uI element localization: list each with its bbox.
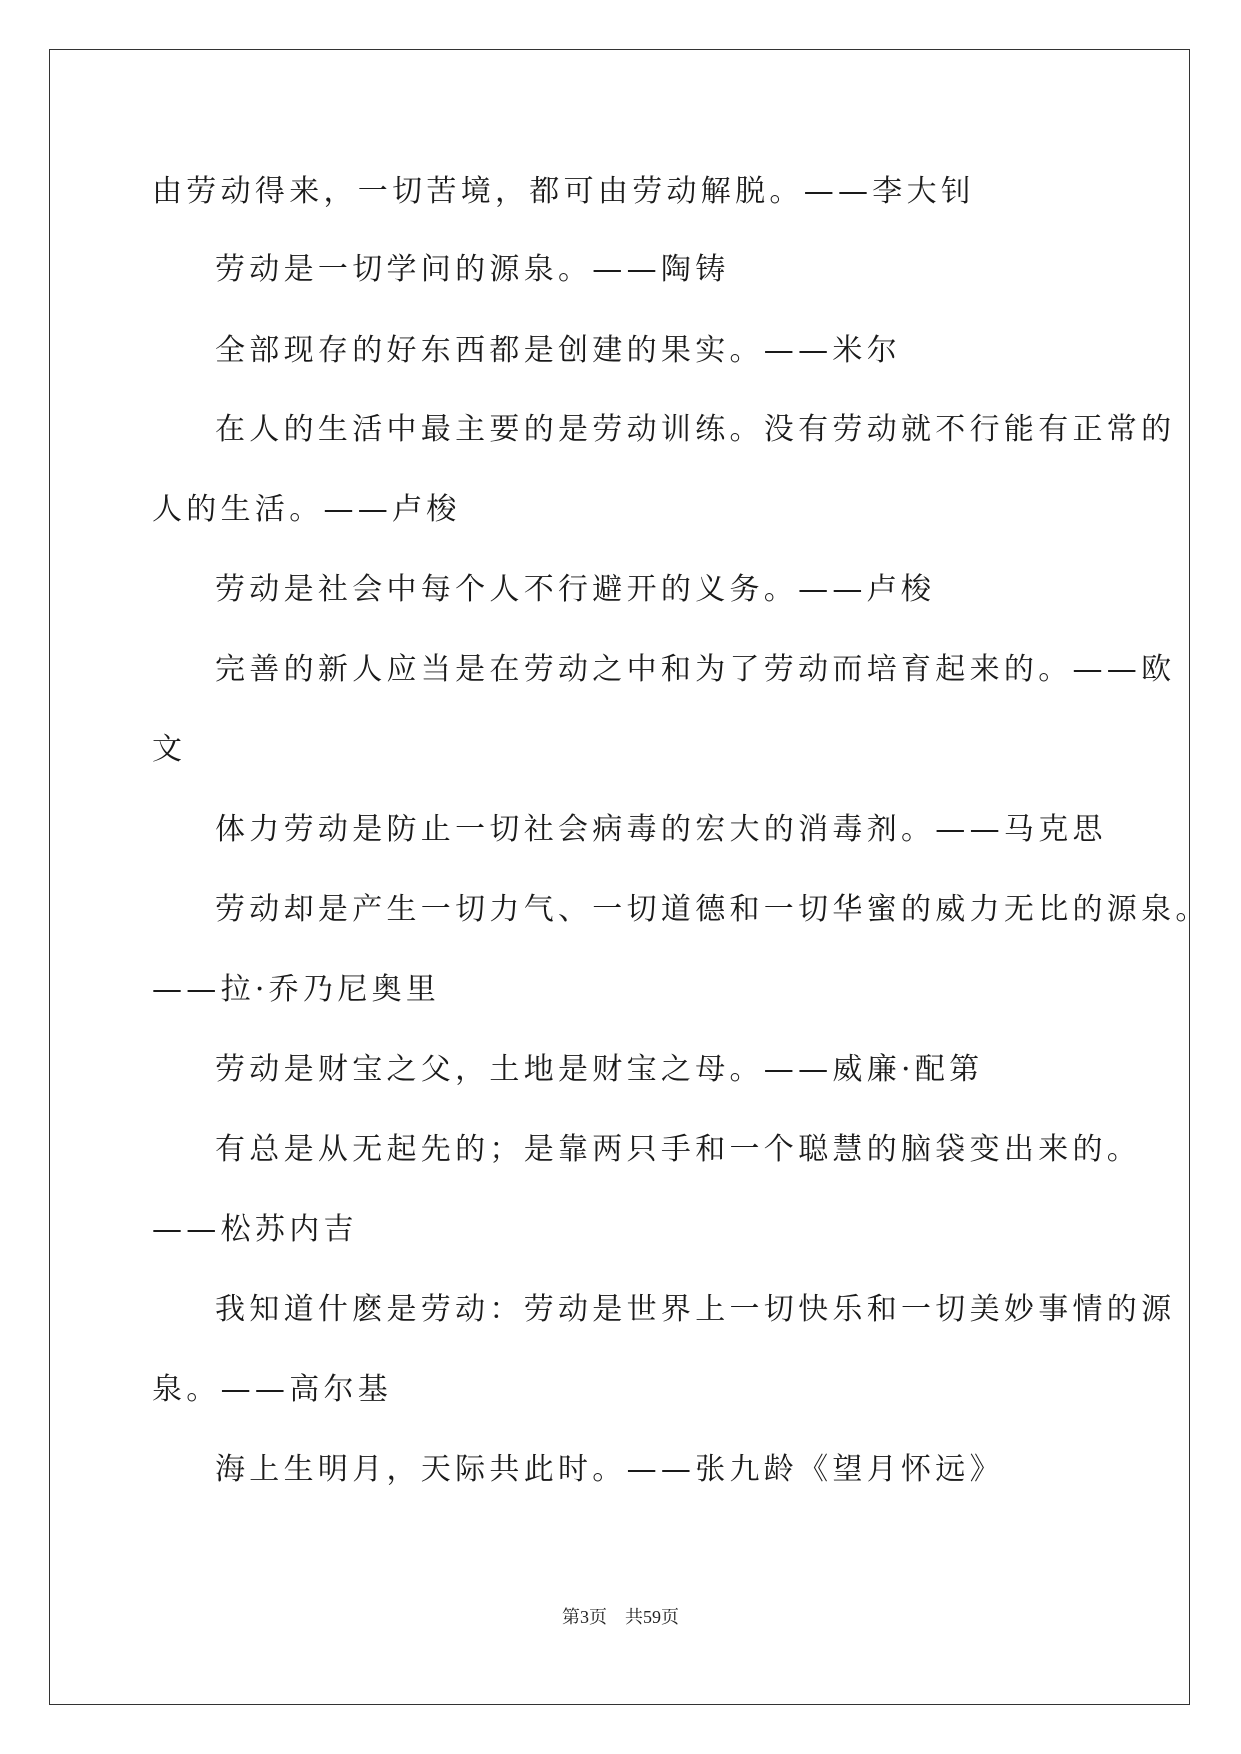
text-line: 体力劳动是防止一切社会病毒的宏大的消毒剂。——马克思 [215, 812, 1107, 847]
text-line: 海上生明月，天际共此时。——张九龄《望月怀远》 [215, 1452, 1004, 1487]
text-line: 劳动是一切学问的源泉。——陶铸 [215, 252, 730, 287]
text-line: 在人的生活中最主要的是劳动训练。没有劳动就不行能有正常的 [215, 412, 1176, 447]
text-line: ——拉·乔乃尼奥里 [152, 972, 441, 1007]
text-line: 劳动是社会中每个人不行避开的义务。——卢梭 [215, 572, 936, 607]
text-line: 我知道什麽是劳动：劳动是世界上一切快乐和一切美妙事情的源 [215, 1292, 1176, 1327]
text-line: 全部现存的好东西都是创建的果实。——米尔 [215, 333, 901, 368]
text-line: 文 [152, 732, 187, 767]
text-line: 人的生活。——卢梭 [152, 492, 461, 527]
text-line: 劳动却是产生一切力气、一切道德和一切华蜜的威力无比的源泉。 [215, 892, 1210, 927]
text-line: ——松苏内吉 [152, 1212, 358, 1247]
text-line: 有总是从无起先的；是靠两只手和一个聪慧的脑袋变出来的。 [215, 1132, 1142, 1167]
text-line: 由劳动得来，一切苦境，都可由劳动解脱。——李大钊 [152, 174, 976, 209]
text-line: 劳动是财宝之父，土地是财宝之母。——威廉·配第 [215, 1052, 984, 1087]
page-footer [0, 1605, 1241, 1629]
text-line: 泉。——高尔基 [152, 1372, 393, 1407]
page-number: 第3页 [562, 1607, 607, 1627]
text-line: 完善的新人应当是在劳动之中和为了劳动而培育起来的。——欧 [215, 652, 1176, 687]
page-total: 共59页 [625, 1607, 679, 1627]
